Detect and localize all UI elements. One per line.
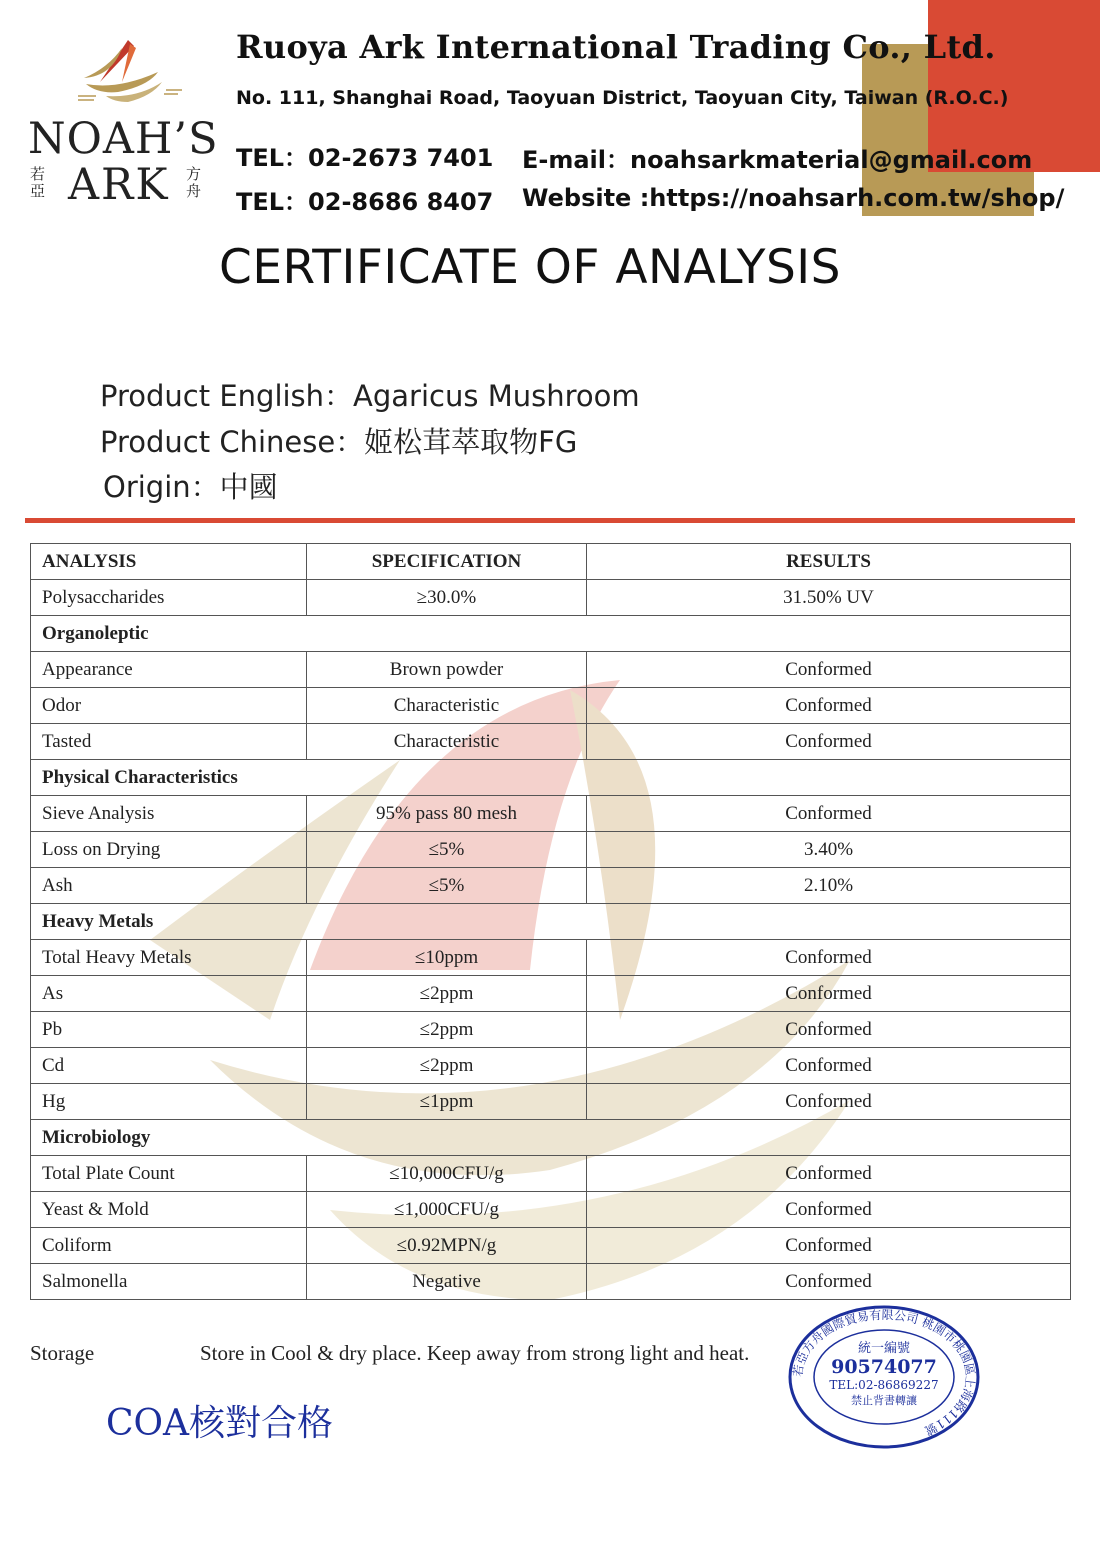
analysis-cell: As <box>31 976 307 1012</box>
table-row <box>31 1192 1071 1228</box>
specification-cell: 95% pass 80 mesh <box>307 796 587 832</box>
result-cell: Conformed <box>587 688 1071 724</box>
result-cell: Conformed <box>587 1228 1071 1264</box>
analysis-cell: Odor <box>31 688 307 724</box>
email-address: E-mail：noahsarkmaterial@gmail.com <box>522 146 1033 174</box>
analysis-cell: Ash <box>31 868 307 904</box>
telephone-1: TEL：02-2673 7401 <box>236 144 494 172</box>
table-row <box>31 688 1071 724</box>
logo-name-line1: NOAH’S <box>28 114 219 164</box>
specification-cell: ≤2ppm <box>307 976 587 1012</box>
analysis-cell: Hg <box>31 1084 307 1120</box>
section-heading: Microbiology <box>31 1120 1071 1156</box>
table-header-row <box>31 544 1071 580</box>
storage-label: Storage <box>30 1341 95 1365</box>
table-row <box>31 652 1071 688</box>
storage-instructions: Store in Cool & dry place. Keep away from strong light and heat. <box>200 1341 750 1365</box>
specification-cell: ≤5% <box>307 868 587 904</box>
table-row <box>31 796 1071 832</box>
analysis-table <box>30 543 1071 1300</box>
document-title: CERTIFICATE OF ANALYSIS <box>219 240 841 295</box>
result-cell: Conformed <box>587 796 1071 832</box>
result-cell: Conformed <box>587 1156 1071 1192</box>
result-cell: 31.50% UV <box>587 580 1071 616</box>
table-row <box>31 940 1071 976</box>
result-cell: Conformed <box>587 1084 1071 1120</box>
header-specification: SPECIFICATION <box>307 544 587 580</box>
analysis-cell: Tasted <box>31 724 307 760</box>
analysis-cell: Salmonella <box>31 1264 307 1300</box>
section-heading: Physical Characteristics <box>31 760 1071 796</box>
result-cell: Conformed <box>587 976 1071 1012</box>
product-origin: Origin：中國 <box>103 470 278 504</box>
svg-text:若亞方舟國際貿易有限公司 桃園市桃園區上海路111號: 若亞方舟國際貿易有限公司 桃園市桃園區上海路111號 <box>790 1307 978 1438</box>
logo-name-line2: ARK <box>68 160 170 210</box>
table-row <box>31 1264 1071 1300</box>
result-cell: Conformed <box>587 652 1071 688</box>
svg-text:統一編號: 統一編號 <box>857 1341 911 1356</box>
analysis-cell: Loss on Drying <box>31 832 307 868</box>
table-row <box>31 1156 1071 1192</box>
result-cell: Conformed <box>587 1012 1071 1048</box>
table-section-row <box>31 616 1071 652</box>
analysis-cell: Cd <box>31 1048 307 1084</box>
section-heading: Organoleptic <box>31 616 1071 652</box>
ship-logo-icon <box>78 38 188 108</box>
specification-cell: Brown powder <box>307 652 587 688</box>
result-cell: Conformed <box>587 940 1071 976</box>
result-cell: Conformed <box>587 1048 1071 1084</box>
header-analysis: ANALYSIS <box>31 544 307 580</box>
table-row <box>31 976 1071 1012</box>
result-cell: Conformed <box>587 724 1071 760</box>
specification-cell: ≤10,000CFU/g <box>307 1156 587 1192</box>
table-row <box>31 832 1071 868</box>
specification-cell: ≤10ppm <box>307 940 587 976</box>
specification-cell: ≤2ppm <box>307 1048 587 1084</box>
analysis-cell: Total Heavy Metals <box>31 940 307 976</box>
svg-text:TEL:02-86869227: TEL:02-86869227 <box>829 1378 939 1392</box>
analysis-cell: Sieve Analysis <box>31 796 307 832</box>
section-heading: Heavy Metals <box>31 904 1071 940</box>
result-cell: 3.40% <box>587 832 1071 868</box>
result-cell: Conformed <box>587 1192 1071 1228</box>
specification-cell: ≤1ppm <box>307 1084 587 1120</box>
result-cell: 2.10% <box>587 868 1071 904</box>
result-cell: Conformed <box>587 1264 1071 1300</box>
specification-cell: Characteristic <box>307 724 587 760</box>
divider-rule <box>25 518 1075 523</box>
table-row <box>31 868 1071 904</box>
company-address: No. 111, Shanghai Road, Taoyuan District, Taoyuan City, Taiwan (R.O.C.) <box>236 87 1009 109</box>
website-address: Website :https://noahsarh.com.tw/shop/ <box>522 184 1065 212</box>
product-chinese: Product Chinese：姬松茸萃取物FG <box>100 425 578 459</box>
handwritten-approval-note: COA核對合格 <box>106 1403 334 1444</box>
logo-chinese-right: 方舟 <box>186 165 202 200</box>
analysis-cell: Total Plate Count <box>31 1156 307 1192</box>
specification-cell: ≤2ppm <box>307 1012 587 1048</box>
svg-text:90574077: 90574077 <box>831 1356 937 1378</box>
specification-cell: ≤0.92MPN/g <box>307 1228 587 1264</box>
table-row <box>31 724 1071 760</box>
svg-text:禁止背書轉讓: 禁止背書轉讓 <box>851 1394 917 1407</box>
logo-chinese-left: 若亞 <box>30 165 46 200</box>
company-logo <box>24 38 224 213</box>
analysis-cell: Polysaccharides <box>31 580 307 616</box>
company-seal-stamp <box>786 1302 982 1452</box>
table-row <box>31 1228 1071 1264</box>
table-section-row <box>31 904 1071 940</box>
specification-cell: Characteristic <box>307 688 587 724</box>
table-section-row <box>31 1120 1071 1156</box>
table-row <box>31 1048 1071 1084</box>
table-row <box>31 1084 1071 1120</box>
telephone-2: TEL：02-8686 8407 <box>236 188 494 216</box>
specification-cell: ≤1,000CFU/g <box>307 1192 587 1228</box>
header-results: RESULTS <box>587 544 1071 580</box>
specification-cell: ≥30.0% <box>307 580 587 616</box>
analysis-cell: Coliform <box>31 1228 307 1264</box>
table-section-row <box>31 760 1071 796</box>
specification-cell: ≤5% <box>307 832 587 868</box>
specification-cell: Negative <box>307 1264 587 1300</box>
table-row <box>31 1012 1071 1048</box>
product-english: Product English：Agaricus Mushroom <box>100 379 640 413</box>
company-name: Ruoya Ark International Trading Co., Ltd. <box>236 28 996 66</box>
table-row <box>31 580 1071 616</box>
analysis-cell: Pb <box>31 1012 307 1048</box>
analysis-cell: Yeast & Mold <box>31 1192 307 1228</box>
analysis-cell: Appearance <box>31 652 307 688</box>
